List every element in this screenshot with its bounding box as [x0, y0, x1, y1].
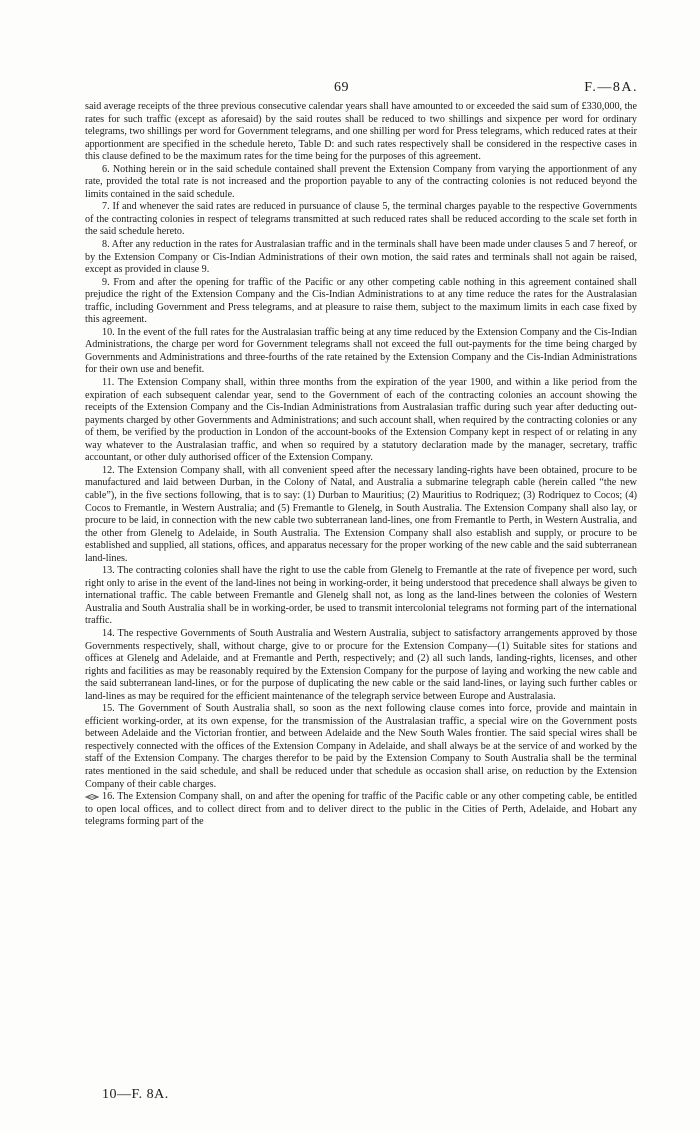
footer-signature: 10—F. 8A. — [102, 1087, 169, 1102]
clause-14: 14. The respective Governments of South Australia and Western Australia, subject to satisfactory arrangements approved by those Governments respectively, shall, without charge, give to or procure for the Extension Company—(1) Suitable sites for stations and offices at Glenelg and Adelaide, and at Fremantle and Perth, respectively; and (2) all such lands, landing-rights, licenses, and other rights and facilities as may be reasonably required by the Extension Company for the purpose of laying and working the new cable and the said subterranean land-lines, or for the purpose of duplicating the new cable or the said land-lines, or laying such further cables or land-lines as may be required for the efficient maintenance of the telegraph service between Europe and Australasia. — [85, 627, 637, 702]
clause-7: 7. If and whenever the said rates are reduced in pursuance of clause 5, the terminal charges payable to the respective Governments of the contracting colonies in respect of telegrams transmitted at such reduced rates shall be reduced according to the scale set forth in the said schedule hereto. — [85, 201, 637, 238]
clause-6: 6. Nothing herein or in the said schedule contained shall prevent the Extension Company from varying the apportionment of any rate, provided the total rate is not increased and the proportion payable to any of the contracting colonies is not reduced beyond the limits contained in the said schedule. — [85, 163, 637, 200]
clause-12: 12. The Extension Company shall, with all convenient speed after the necessary landing-rights have been obtained, procure to be manufactured and laid between Durban, in the Colony of Natal, and Australia a submarine telegraph cable (herein called “the new cable”), in the five sections following, that is to say: (1) Durban to Mauritius; (2) Mauritius to Rodriquez; (3) Rodriquez to Cocos; (4) Cocos to Fremantle, in Western Australia; and (5) Fremantle to Glenelg, in South Australia. The Extension Company shall also lay, or procure to be laid, in connection with the new cable two subterranean land-lines, one from Fremantle to Perth, in Western Australia, and the other from Glenelg to Adelaide, in South Australia. The Extension Company shall also establish and supply, or procure to be established and supplied, all stations, offices, and apparatus necessary for the proper working of the new cable and the said subterranean land-lines. — [85, 464, 637, 564]
clause-13: 13. The contracting colonies shall have the right to use the cable from Glenelg to Fremantle at the rate of fivepence per word, such right only to arise in the event of the land-lines not being in working-order, it being understood that precedence shall always be given to international traffic. The cable between Fremantle and Glenelg shall not, as long as the land-lines between the colonies of Western Australia and South Australia shall be in working-order, be used to transmit intercolonial telegrams not forming part of the international traffic. — [85, 565, 637, 627]
clause-11: 11. The Extension Company shall, within three months from the expiration of the year 1900, and within a like period from the expiration of each subsequent calendar year, send to the Government of each of the contracting colonies an account showing the receipts of the Extension Company and the Cis-Indian Administrations from Australasian traffic during such year after deducting out-payments charged by other Governments and Administrations; and such account shall, when required by the contracting colonies or any of them, be verified by the production in London of the account-books of the Extension Company kept in respect of or relating in any way whatever to the Australasian traffic, and when so required by a statutory declaration made by the manager, secretary, traffic accountant, or other duly authorised officer of the Extension Company. — [85, 377, 637, 464]
document-body — [85, 101, 637, 829]
document-reference: F.—8A. — [584, 80, 638, 95]
clause-10: 10. In the event of the full rates for the Australasian traffic being at any time reduced by the Extension Company and the Cis-Indian Administrations, the charge per word for Government telegrams shall not exceed the full out-payments for the time being charged by Governments and Administrations and three-fourths of the rate retained by the Extension Company and the Cis-Indian Administrations for their own use and benefit. — [85, 326, 637, 376]
clause-16-text: 16. The Extension Company shall, on and after the opening for traffic of the Pacific cable or any other competing cable, be entitled to open local offices, and to collect direct from and to deliver direct to the public in the Cities of Perth, Adelaide, and Hobart any telegrams forming part of the — [85, 791, 637, 828]
clause-15: 15. The Government of South Australia shall, so soon as the next following clause comes into force, provide and maintain in efficient working-order, at its own expense, for the transmission of the Australasian traffic, a special wire on the Government posts between Adelaide and the Victorian frontier, and between Adelaide and the New South Wales frontier. The said special wires shall be respectively connected with the offices of the Extension Company in Adelaide, and shall always be at the service of and worked by the staff of the Extension Company. The charges therefor to be paid by the Extension Company to South Australia shall be the terminal rates mentioned in the said schedule, and shall be reduced under that schedule as occasion shall arise, on reduction by the Extension Company of their cable charges. — [85, 703, 637, 790]
clause-16 — [85, 791, 637, 829]
clause-9: 9. From and after the opening for traffic of the Pacific or any other competing cable nothing in this agreement contained shall prejudice the right of the Extension Company and the Cis-Indian Administrations to at any time reduce the rates for the Australasian traffic, including Government and Press telegrams, and at pleasure to raise them, subject to the maximum limits in each case fixed by this agreement. — [85, 276, 637, 326]
page-number: 69 — [334, 80, 349, 95]
pointing-hand-icon — [85, 793, 99, 801]
clause-8: 8. After any reduction in the rates for Australasian traffic and in the terminals shall have been made under clauses 5 and 7 hereof, or by the Extension Company or Cis-Indian Administrations of their own motion, the said rates and terminals shall not again be raised, except as provided in clause 9. — [85, 239, 637, 276]
paragraph-continuation: said average receipts of the three previous consecutive calendar years shall have amounted to or exceeded the said sum of £330,000, the rates for such traffic (except as aforesaid) by the said routes shall be reduced to two shillings and sixpence per word for ordinary telegrams, two shillings per word for Government telegrams, and one shilling per word for Press telegrams, which reduced rates at their apportionment are specified in the schedule hereto, Table D: and such rates respectively shall be considered in the respective cases in this clause defined to be the maximum rates for the time being for the purposes of this agreement. — [85, 101, 637, 163]
